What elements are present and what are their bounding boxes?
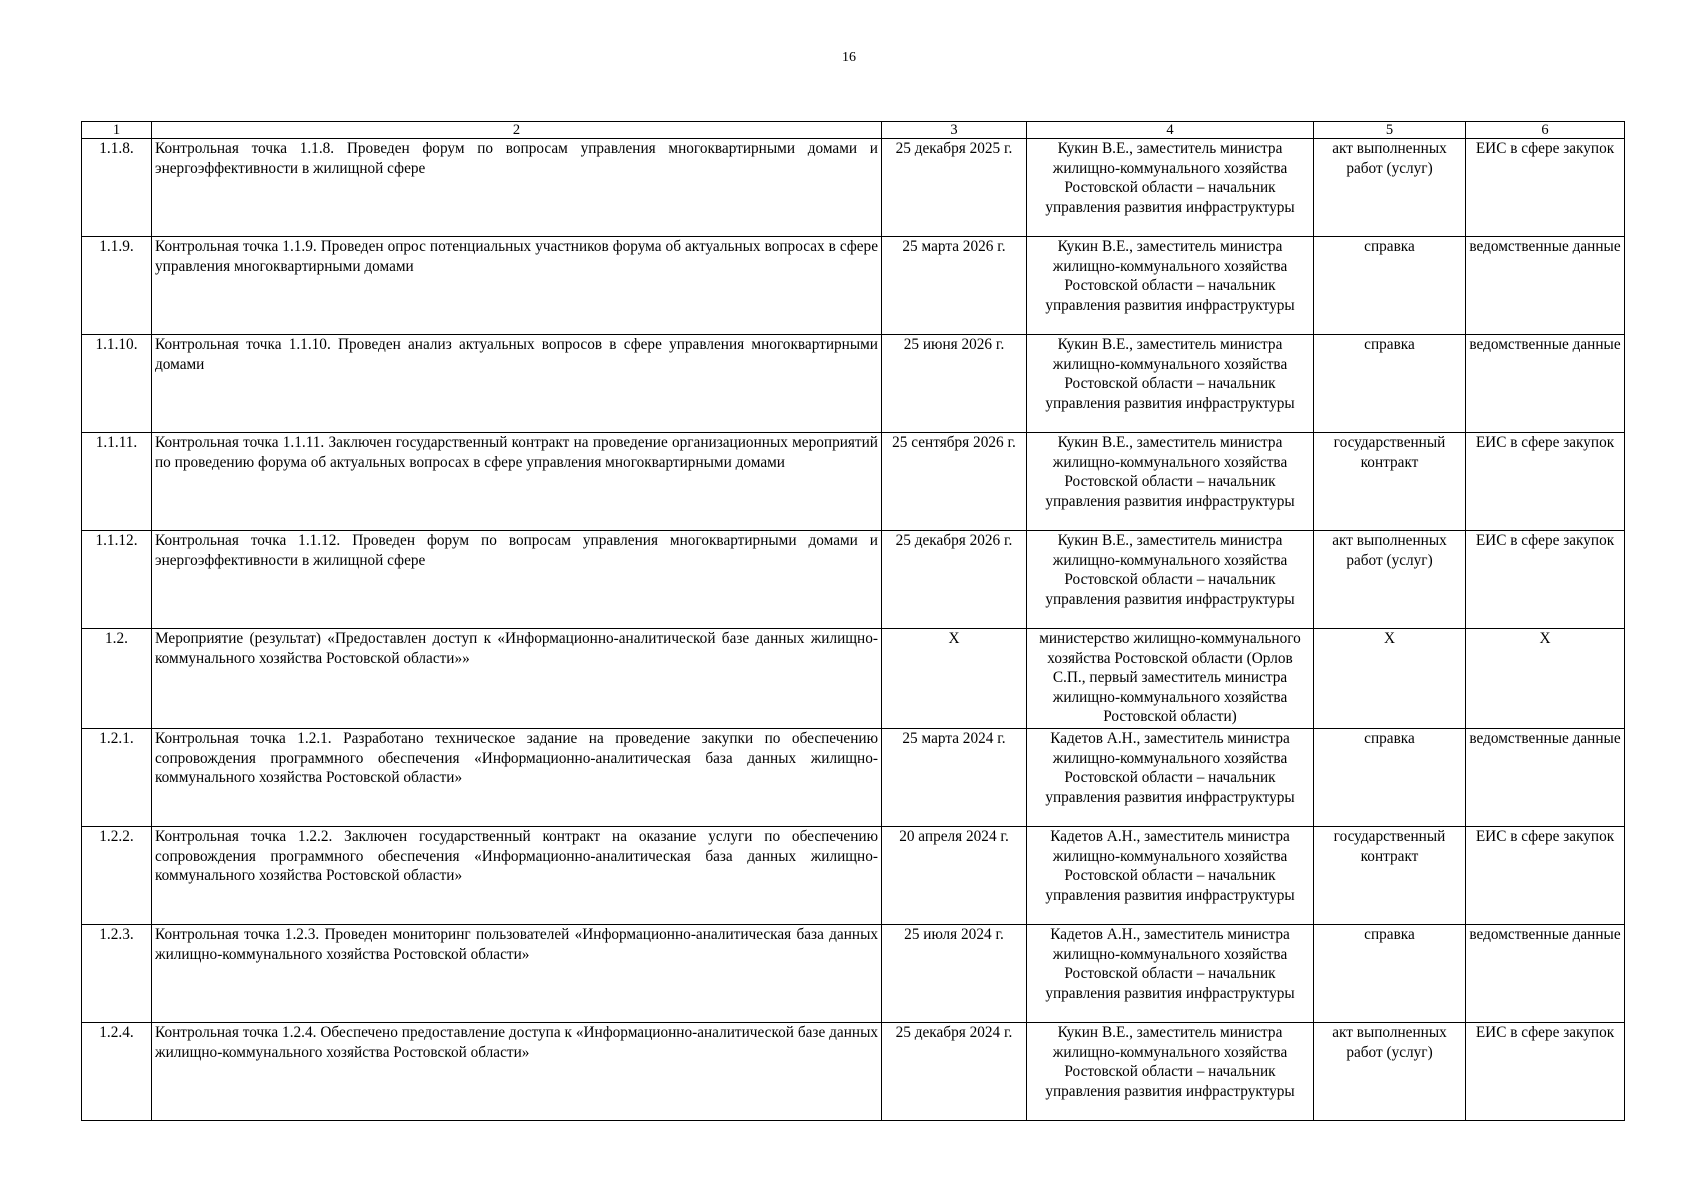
row-name: Контрольная точка 1.2.4. Обеспечено предоставление доступа к «Информационно-аналитической базе данных жилищно-коммунального хозяйства Ростовской области»: [152, 1023, 882, 1121]
table-row: [82, 139, 1625, 237]
row-name: Контрольная точка 1.1.10. Проведен анализ актуальных вопросов в сфере управления многоквартирными домами: [152, 335, 882, 433]
row-source: ведомственные данные: [1466, 925, 1625, 1023]
row-responsible: Кукин В.Е., заместитель министра жилищно-коммунального хозяйства Ростовской области – начальник управления развития инфраструктуры: [1027, 139, 1314, 237]
row-name: Контрольная точка 1.1.11. Заключен государственный контракт на проведение организационных мероприятий по проведению форума об актуальных вопросах в сфере управления многоквартирными домами: [152, 433, 882, 531]
row-document: государственный контракт: [1314, 827, 1466, 925]
row-name: Контрольная точка 1.2.3. Проведен мониторинг пользователей «Информационно-аналитическая база данных жилищно-коммунального хозяйства Ростовской области»: [152, 925, 882, 1023]
row-responsible: Кукин В.Е., заместитель министра жилищно-коммунального хозяйства Ростовской области – начальник управления развития инфраструктуры: [1027, 237, 1314, 335]
row-date: 25 июля 2024 г.: [882, 925, 1027, 1023]
row-date: Х: [882, 629, 1027, 729]
header-row: [82, 122, 1625, 139]
row-date: 25 декабря 2024 г.: [882, 1023, 1027, 1121]
row-name: Контрольная точка 1.1.8. Проведен форум по вопросам управления многоквартирными домами и энергоэффективности в жилищной сфере: [152, 139, 882, 237]
row-number: 1.2.2.: [82, 827, 152, 925]
row-name: Контрольная точка 1.1.9. Проведен опрос потенциальных участников форума об актуальных вопросах в сфере управления многоквартирными домами: [152, 237, 882, 335]
row-document: справка: [1314, 925, 1466, 1023]
column-header-6: 6: [1466, 122, 1625, 139]
row-document: акт выполненных работ (услуг): [1314, 1023, 1466, 1121]
plan-table: [81, 121, 1625, 1121]
row-responsible: Кадетов А.Н., заместитель министра жилищно-коммунального хозяйства Ростовской области – начальник управления развития инфраструктуры: [1027, 729, 1314, 827]
row-responsible: министерство жилищно-коммунального хозяйства Ростовской области (Орлов С.П., первый заместитель министра жилищно-коммунального хозяйства Ростовской области): [1027, 629, 1314, 729]
row-document: Х: [1314, 629, 1466, 729]
row-number: 1.2.1.: [82, 729, 152, 827]
table-row: [82, 1023, 1625, 1121]
row-source: ЕИС в сфере закупок: [1466, 531, 1625, 629]
row-number: 1.2.4.: [82, 1023, 152, 1121]
row-source: ЕИС в сфере закупок: [1466, 433, 1625, 531]
row-date: 25 декабря 2025 г.: [882, 139, 1027, 237]
row-source: ЕИС в сфере закупок: [1466, 827, 1625, 925]
row-document: справка: [1314, 729, 1466, 827]
row-source: Х: [1466, 629, 1625, 729]
row-number: 1.1.9.: [82, 237, 152, 335]
row-responsible: Кукин В.Е., заместитель министра жилищно-коммунального хозяйства Ростовской области – начальник управления развития инфраструктуры: [1027, 433, 1314, 531]
column-header-2: 2: [152, 122, 882, 139]
row-number: 1.2.3.: [82, 925, 152, 1023]
row-number: 1.1.10.: [82, 335, 152, 433]
column-header-4: 4: [1027, 122, 1314, 139]
row-date: 25 июня 2026 г.: [882, 335, 1027, 433]
table-row: [82, 629, 1625, 729]
column-header-3: 3: [882, 122, 1027, 139]
row-responsible: Кадетов А.Н., заместитель министра жилищно-коммунального хозяйства Ростовской области – начальник управления развития инфраструктуры: [1027, 827, 1314, 925]
row-source: ЕИС в сфере закупок: [1466, 1023, 1625, 1121]
row-date: 25 декабря 2026 г.: [882, 531, 1027, 629]
row-number: 1.1.11.: [82, 433, 152, 531]
column-header-5: 5: [1314, 122, 1466, 139]
page-number: 16: [842, 50, 856, 65]
row-document: акт выполненных работ (услуг): [1314, 139, 1466, 237]
row-date: 25 марта 2024 г.: [882, 729, 1027, 827]
row-name: Контрольная точка 1.2.1. Разработано техническое задание на проведение закупки по обеспечению сопровождения программного обеспечения «Информационно-аналитическая база данных жилищно-коммунального хозяйства Ростовской области»: [152, 729, 882, 827]
table-row: [82, 827, 1625, 925]
row-source: ведомственные данные: [1466, 729, 1625, 827]
row-date: 25 марта 2026 г.: [882, 237, 1027, 335]
row-number: 1.2.: [82, 629, 152, 729]
row-source: ведомственные данные: [1466, 335, 1625, 433]
row-name: Контрольная точка 1.1.12. Проведен форум по вопросам управления многоквартирными домами и энергоэффективности в жилищной сфере: [152, 531, 882, 629]
row-date: 25 сентября 2026 г.: [882, 433, 1027, 531]
table-row: [82, 237, 1625, 335]
row-responsible: Кукин В.Е., заместитель министра жилищно-коммунального хозяйства Ростовской области – начальник управления развития инфраструктуры: [1027, 531, 1314, 629]
table-row: [82, 335, 1625, 433]
table-row: [82, 433, 1625, 531]
row-responsible: Кукин В.Е., заместитель министра жилищно-коммунального хозяйства Ростовской области – начальник управления развития инфраструктуры: [1027, 1023, 1314, 1121]
table-row: [82, 925, 1625, 1023]
row-name: Контрольная точка 1.2.2. Заключен государственный контракт на оказание услуги по обеспечению сопровождения программного обеспечения «Информационно-аналитическая база данных жилищно-коммунального хозяйства Ростовской области»: [152, 827, 882, 925]
table-row: [82, 531, 1625, 629]
table-row: [82, 729, 1625, 827]
row-document: государственный контракт: [1314, 433, 1466, 531]
row-date: 20 апреля 2024 г.: [882, 827, 1027, 925]
table-body: [82, 139, 1625, 1121]
column-header-1: 1: [82, 122, 152, 139]
row-document: справка: [1314, 335, 1466, 433]
row-name: Мероприятие (результат) «Предоставлен доступ к «Информационно-аналитической базе данных жилищно-коммунального хозяйства Ростовской области»»: [152, 629, 882, 729]
table-header: [82, 122, 1625, 139]
row-source: ведомственные данные: [1466, 237, 1625, 335]
row-responsible: Кукин В.Е., заместитель министра жилищно-коммунального хозяйства Ростовской области – начальник управления развития инфраструктуры: [1027, 335, 1314, 433]
row-source: ЕИС в сфере закупок: [1466, 139, 1625, 237]
row-number: 1.1.12.: [82, 531, 152, 629]
row-document: акт выполненных работ (услуг): [1314, 531, 1466, 629]
row-document: справка: [1314, 237, 1466, 335]
row-number: 1.1.8.: [82, 139, 152, 237]
row-responsible: Кадетов А.Н., заместитель министра жилищно-коммунального хозяйства Ростовской области – начальник управления развития инфраструктуры: [1027, 925, 1314, 1023]
